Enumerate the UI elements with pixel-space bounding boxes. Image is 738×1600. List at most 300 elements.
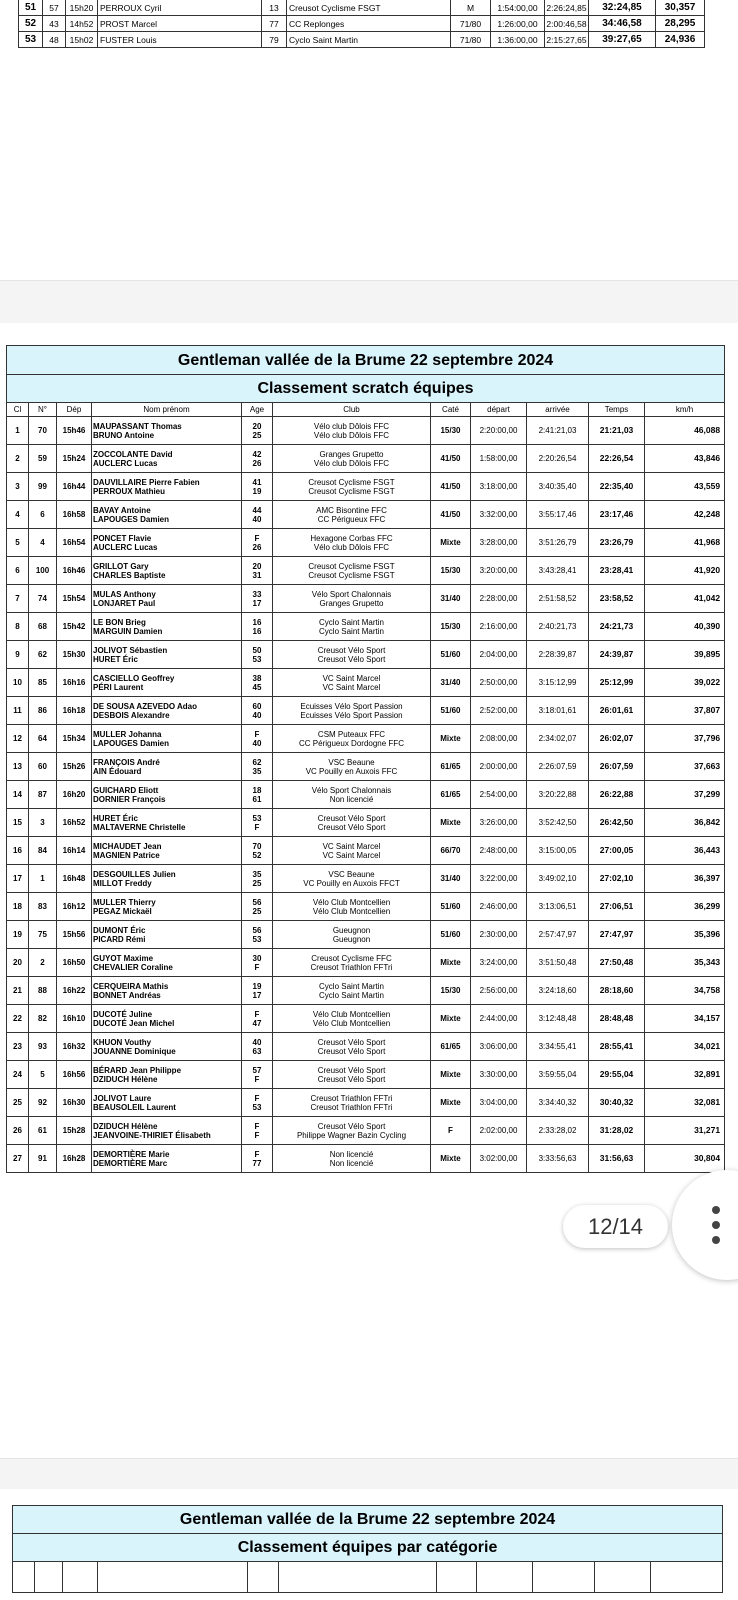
depart-cell: 3:24:00,00 xyxy=(471,949,527,977)
rider-age: F xyxy=(254,962,260,972)
arrivee-cell: 2:00:46,58 xyxy=(545,16,589,32)
rider-age: F xyxy=(254,1121,260,1131)
rider-name: LE BON Brieg xyxy=(93,617,146,627)
start-slot-cell: 16h56 xyxy=(57,1061,92,1089)
rider-name: BONNET Andréas xyxy=(93,990,161,1000)
category-cell: 61/65 xyxy=(431,1033,471,1061)
start-slot-cell: 16h32 xyxy=(57,1033,92,1061)
depart-cell: 2:28:00,00 xyxy=(471,585,527,613)
page-indicator[interactable]: 12/14 xyxy=(563,1205,668,1248)
start-slot-cell: 16h52 xyxy=(57,809,92,837)
rank-cell: 9 xyxy=(7,641,29,669)
arrivee-cell: 3:34:40,32 xyxy=(527,1089,589,1117)
clubs-cell xyxy=(273,529,431,557)
depart-cell: 3:18:00,00 xyxy=(471,473,527,501)
speed-cell: 30,357 xyxy=(656,0,705,16)
rider-club: Creusot Triathlon FFTri xyxy=(310,1102,393,1112)
rider-age: F xyxy=(254,729,260,739)
rider-name: AUCLERC Lucas xyxy=(93,458,158,468)
speed-cell: 40,390 xyxy=(645,613,725,641)
rider-name: DUCOTÉ Jean Michel xyxy=(93,1018,175,1028)
clubs-cell xyxy=(273,893,431,921)
arrivee-cell: 2:15:27,65 xyxy=(545,32,589,48)
depart-cell: 3:32:00,00 xyxy=(471,501,527,529)
rider-club: Non licencié xyxy=(329,1149,374,1159)
bib-cell: 86 xyxy=(29,697,57,725)
speed-cell: 46,088 xyxy=(645,417,725,445)
time-cell: 34:46,58 xyxy=(589,16,656,32)
ages-cell xyxy=(242,1033,273,1061)
category-cell: Mixte xyxy=(431,529,471,557)
start-slot-cell: 16h16 xyxy=(57,669,92,697)
start-slot-cell: 15h26 xyxy=(57,753,92,781)
rider-club: Vélo club Dôlois FFC xyxy=(313,421,390,431)
time-cell: 24:39,87 xyxy=(589,641,645,669)
arrivee-cell: 3:13:06,51 xyxy=(527,893,589,921)
rider-age: F xyxy=(254,1093,260,1103)
names-cell xyxy=(92,445,242,473)
rider-name: BÉRARD Jean Philippe xyxy=(93,1065,182,1075)
time-cell: 26:02,07 xyxy=(589,725,645,753)
speed-cell: 39,895 xyxy=(645,641,725,669)
ages-cell xyxy=(242,445,273,473)
depart-cell: 1:58:00,00 xyxy=(471,445,527,473)
rider-club: Vélo Club Montcellien xyxy=(312,897,391,907)
rider-club: Creusot Vélo Sport xyxy=(317,1121,386,1131)
table-row xyxy=(7,1089,725,1117)
rider-name: DESGOUILLES Julien xyxy=(93,869,176,879)
category-cell: 41/50 xyxy=(431,445,471,473)
bib-cell: 5 xyxy=(29,1061,57,1089)
rider-name: JEANVOINE-THIRIET Élisabeth xyxy=(93,1130,211,1140)
rank-cell: 8 xyxy=(7,613,29,641)
rider-club: Vélo Club Montcellien xyxy=(312,1018,391,1028)
rider-club: Granges Grupetto xyxy=(319,598,384,608)
rider-name: DEMORTIÈRE Marc xyxy=(93,1158,168,1168)
rank-cell: 51 xyxy=(19,0,43,16)
clubs-cell xyxy=(273,613,431,641)
category-cell: 15/30 xyxy=(431,417,471,445)
rider-age: 53 xyxy=(252,813,262,823)
time-cell: 26:42,50 xyxy=(589,809,645,837)
start-slot-cell: 16h58 xyxy=(57,501,92,529)
speed-cell: 43,846 xyxy=(645,445,725,473)
column-header: arrivée xyxy=(527,403,589,417)
rider-club: VSC Beaune xyxy=(328,869,375,879)
ages-cell xyxy=(242,753,273,781)
category-results-table xyxy=(12,1505,723,1593)
rider-name: GRILLOT Gary xyxy=(93,561,149,571)
time-cell: 22:35,40 xyxy=(589,473,645,501)
rider-name: MULAS Anthony xyxy=(93,589,156,599)
table-row xyxy=(7,781,725,809)
time-cell: 26:07,59 xyxy=(589,753,645,781)
category-cell: Mixte xyxy=(431,1145,471,1173)
bib-cell: 83 xyxy=(29,893,57,921)
bib-cell: 93 xyxy=(29,1033,57,1061)
rider-age: 44 xyxy=(252,505,262,515)
rider-club: Vélo Club Montcellien xyxy=(312,1009,391,1019)
rank-cell: 22 xyxy=(7,1005,29,1033)
names-cell xyxy=(92,781,242,809)
rider-age: 40 xyxy=(252,738,262,748)
rider-club: Vélo club Dôlois FFC xyxy=(313,458,390,468)
rider-club: CSM Puteaux FFC xyxy=(317,729,386,739)
rider-name: DZIDUCH Hélène xyxy=(93,1074,158,1084)
time-cell: 23:28,41 xyxy=(589,557,645,585)
arrivee-cell: 3:12:48,48 xyxy=(527,1005,589,1033)
rank-cell: 17 xyxy=(7,865,29,893)
names-cell xyxy=(92,1061,242,1089)
rider-club: Creusot Vélo Sport xyxy=(317,645,386,655)
rider-name: BAVAY Antoine xyxy=(93,505,151,515)
rider-age: 56 xyxy=(252,897,262,907)
rider-club: Granges Grupetto xyxy=(319,449,384,459)
speed-cell: 24,936 xyxy=(656,32,705,48)
clubs-cell xyxy=(273,697,431,725)
clubs-cell xyxy=(273,865,431,893)
category-cell: 51/60 xyxy=(431,641,471,669)
table-row xyxy=(7,865,725,893)
names-cell xyxy=(92,1145,242,1173)
rider-name: MAUPASSANT Thomas xyxy=(93,421,182,431)
arrivee-cell: 3:51:26,79 xyxy=(527,529,589,557)
speed-cell: 28,295 xyxy=(656,16,705,32)
rank-cell: 23 xyxy=(7,1033,29,1061)
bib-cell: 2 xyxy=(29,949,57,977)
table-row xyxy=(7,1061,725,1089)
rider-age: 25 xyxy=(252,906,262,916)
category-cell: 61/65 xyxy=(431,781,471,809)
rider-club: Creusot Cyclisme FFC xyxy=(311,953,392,963)
bib-cell: 70 xyxy=(29,417,57,445)
table-row xyxy=(7,949,725,977)
rank-cell: 21 xyxy=(7,977,29,1005)
rider-name: DZIDUCH Hélène xyxy=(93,1121,158,1131)
rider-club: Creusot Cyclisme FSGT xyxy=(308,486,395,496)
rider-club: Creusot Cyclisme FSGT xyxy=(308,477,395,487)
speed-cell: 39,022 xyxy=(645,669,725,697)
time-cell: 21:21,03 xyxy=(589,417,645,445)
rider-club: Cyclo Saint Martin xyxy=(319,626,384,636)
speed-cell: 37,299 xyxy=(645,781,725,809)
rider-club: Creusot Vélo Sport xyxy=(317,1074,386,1084)
start-slot-cell: 15h30 xyxy=(57,641,92,669)
rider-age: 20 xyxy=(252,561,262,571)
category-cell: 51/60 xyxy=(431,893,471,921)
rank-cell: 26 xyxy=(7,1117,29,1145)
names-cell xyxy=(92,837,242,865)
arrivee-cell: 3:33:56,63 xyxy=(527,1145,589,1173)
category-cell: 15/30 xyxy=(431,977,471,1005)
table-subtitle: Classement scratch équipes xyxy=(7,375,725,403)
table-row xyxy=(7,809,725,837)
bib-cell: 3 xyxy=(29,809,57,837)
time-cell: 24:21,73 xyxy=(589,613,645,641)
names-cell xyxy=(92,921,242,949)
rider-club: Philippe Wagner Bazin Cycling xyxy=(296,1130,407,1140)
column-header: départ xyxy=(471,403,527,417)
rider-name: MILLOT Freddy xyxy=(93,878,152,888)
clubs-cell xyxy=(273,809,431,837)
rider-age: 57 xyxy=(252,1065,262,1075)
table-row xyxy=(19,32,705,48)
ages-cell xyxy=(242,473,273,501)
rider-age: F xyxy=(254,1130,260,1140)
table-row xyxy=(7,1145,725,1173)
rider-club: Ecuisses Vélo Sport Passion xyxy=(300,710,403,720)
names-cell xyxy=(92,529,242,557)
ages-cell xyxy=(242,641,273,669)
speed-cell: 37,807 xyxy=(645,697,725,725)
page-separator xyxy=(0,1458,738,1490)
start-slot-cell: 15h54 xyxy=(57,585,92,613)
clubs-cell xyxy=(273,557,431,585)
category-cell: 71/80 xyxy=(451,16,491,32)
ages-cell xyxy=(242,893,273,921)
rider-name: PÉRI Laurent xyxy=(93,682,144,692)
depart-cell: 2:02:00,00 xyxy=(471,1117,527,1145)
depart-cell: 2:44:00,00 xyxy=(471,1005,527,1033)
bib-cell: 74 xyxy=(29,585,57,613)
club-cell: Creusot Cyclisme FSGT xyxy=(287,0,451,16)
speed-cell: 35,396 xyxy=(645,921,725,949)
rider-name: JOUANNE Dominique xyxy=(93,1046,176,1056)
rank-cell: 2 xyxy=(7,445,29,473)
rider-club: VC Pouilly en Auxois FFC xyxy=(305,766,398,776)
rank-cell: 20 xyxy=(7,949,29,977)
speed-cell: 41,920 xyxy=(645,557,725,585)
column-header: Club xyxy=(273,403,431,417)
category-cell: Mixte xyxy=(431,809,471,837)
arrivee-cell: 3:24:18,60 xyxy=(527,977,589,1005)
names-cell xyxy=(92,949,242,977)
depart-cell: 2:30:00,00 xyxy=(471,921,527,949)
speed-cell: 41,968 xyxy=(645,529,725,557)
ages-cell xyxy=(242,697,273,725)
rider-club: Non licencié xyxy=(329,794,374,804)
start-slot-cell: 15h42 xyxy=(57,613,92,641)
start-slot-cell: 15h24 xyxy=(57,445,92,473)
age-cell: 77 xyxy=(262,16,287,32)
rider-age: F xyxy=(254,1009,260,1019)
arrivee-cell: 2:41:21,03 xyxy=(527,417,589,445)
rider-age: 47 xyxy=(252,1018,262,1028)
bib-cell: 62 xyxy=(29,641,57,669)
depart-cell: 1:26:00,00 xyxy=(491,16,545,32)
arrivee-cell: 3:59:55,04 xyxy=(527,1061,589,1089)
time-cell: 26:22,88 xyxy=(589,781,645,809)
table-row xyxy=(19,16,705,32)
start-slot-cell: 16h14 xyxy=(57,837,92,865)
rider-club: Hexagone Corbas FFC xyxy=(310,533,393,543)
table-row xyxy=(7,445,725,473)
category-cell: 71/80 xyxy=(451,32,491,48)
rider-name: PERROUX Mathieu xyxy=(93,486,166,496)
speed-cell: 36,397 xyxy=(645,865,725,893)
bib-cell: 85 xyxy=(29,669,57,697)
arrivee-cell: 2:26:24,85 xyxy=(545,0,589,16)
time-cell: 28:48,48 xyxy=(589,1005,645,1033)
rider-club: Creusot Vélo Sport xyxy=(317,654,386,664)
category-cell: M xyxy=(451,0,491,16)
rider-name: CERQUEIRA Mathis xyxy=(93,981,169,991)
time-cell: 28:18,60 xyxy=(589,977,645,1005)
depart-cell: 1:54:00,00 xyxy=(491,0,545,16)
bib-cell: 6 xyxy=(29,501,57,529)
depart-cell: 2:20:00,00 xyxy=(471,417,527,445)
names-cell xyxy=(92,1089,242,1117)
speed-cell: 35,343 xyxy=(645,949,725,977)
category-cell: 61/65 xyxy=(431,753,471,781)
header-row xyxy=(7,403,725,417)
rider-name: MULLER Thierry xyxy=(93,897,156,907)
rider-name: LAPOUGES Damien xyxy=(93,738,170,748)
ages-cell xyxy=(242,837,273,865)
arrivee-cell: 3:34:55,41 xyxy=(527,1033,589,1061)
category-cell: 31/40 xyxy=(431,585,471,613)
bib-cell: 82 xyxy=(29,1005,57,1033)
category-cell: 15/30 xyxy=(431,557,471,585)
rank-cell: 12 xyxy=(7,725,29,753)
depart-cell: 2:00:00,00 xyxy=(471,753,527,781)
rider-age: F xyxy=(254,822,260,832)
rider-name: AUCLERC Lucas xyxy=(93,542,158,552)
clubs-cell xyxy=(273,725,431,753)
table-row xyxy=(7,1005,725,1033)
clubs-cell xyxy=(273,837,431,865)
bib-cell: 99 xyxy=(29,473,57,501)
clubs-cell xyxy=(273,1061,431,1089)
category-cell: 15/30 xyxy=(431,613,471,641)
rider-age: 25 xyxy=(252,878,262,888)
rank-cell: 27 xyxy=(7,1145,29,1173)
speed-cell: 36,443 xyxy=(645,837,725,865)
ages-cell xyxy=(242,921,273,949)
age-cell: 13 xyxy=(262,0,287,16)
rider-club: Creusot Triathlon FFTri xyxy=(310,1093,393,1103)
rider-age: 26 xyxy=(252,458,262,468)
name-cell: PERROUX Cyril xyxy=(98,0,262,16)
rider-name: PICARD Rémi xyxy=(93,934,146,944)
rank-cell: 19 xyxy=(7,921,29,949)
table-row xyxy=(7,837,725,865)
bib-cell: 87 xyxy=(29,781,57,809)
rider-club: Cyclo Saint Martin xyxy=(319,617,384,627)
arrivee-cell: 3:51:50,48 xyxy=(527,949,589,977)
time-cell: 27:02,10 xyxy=(589,865,645,893)
bib-cell: 64 xyxy=(29,725,57,753)
rider-club: Creusot Triathlon FFTri xyxy=(310,962,393,972)
rider-name: LAPOUGES Damien xyxy=(93,514,170,524)
start-slot-cell: 16h48 xyxy=(57,865,92,893)
column-header: Age xyxy=(242,403,273,417)
rider-age: 45 xyxy=(252,682,262,692)
table-row xyxy=(7,921,725,949)
table-row xyxy=(7,669,725,697)
rider-club: Creusot Cyclisme FSGT xyxy=(308,570,395,580)
arrivee-cell: 2:40:21,73 xyxy=(527,613,589,641)
ages-cell xyxy=(242,417,273,445)
rank-cell: 16 xyxy=(7,837,29,865)
column-header: Dép xyxy=(57,403,92,417)
speed-cell: 30,804 xyxy=(645,1145,725,1173)
names-cell xyxy=(92,753,242,781)
page-separator xyxy=(0,280,738,324)
rider-age: 62 xyxy=(252,757,262,767)
table-row xyxy=(7,1117,725,1145)
rider-club: Creusot Vélo Sport xyxy=(317,1046,386,1056)
category-cell: Mixte xyxy=(431,1061,471,1089)
table-row xyxy=(7,753,725,781)
rider-club: CC Périgueux FFC xyxy=(317,514,386,524)
arrivee-cell: 2:33:28,02 xyxy=(527,1117,589,1145)
rider-age: 52 xyxy=(252,850,262,860)
clubs-cell xyxy=(273,949,431,977)
name-cell: FUSTER Louis xyxy=(98,32,262,48)
table-row xyxy=(7,585,725,613)
rank-cell: 52 xyxy=(19,16,43,32)
rider-age: 40 xyxy=(252,710,262,720)
table-title: Gentleman vallée de la Brume 22 septembre 2024 xyxy=(13,1506,723,1534)
time-cell: 23:26,79 xyxy=(589,529,645,557)
category-cell: Mixte xyxy=(431,1005,471,1033)
rider-name: PEGAZ Mickaël xyxy=(93,906,152,916)
time-cell: 25:12,99 xyxy=(589,669,645,697)
rider-club: VSC Beaune xyxy=(328,757,375,767)
start-slot-cell: 16h18 xyxy=(57,697,92,725)
depart-cell: 3:28:00,00 xyxy=(471,529,527,557)
bib-cell: 88 xyxy=(29,977,57,1005)
rider-age: 35 xyxy=(252,766,262,776)
arrivee-cell: 2:51:58,52 xyxy=(527,585,589,613)
clubs-cell xyxy=(273,1117,431,1145)
arrivee-cell: 3:18:01,61 xyxy=(527,697,589,725)
category-cell: 41/50 xyxy=(431,473,471,501)
rider-club: Creusot Vélo Sport xyxy=(317,1065,386,1075)
start-slot-cell: 16h50 xyxy=(57,949,92,977)
clubs-cell xyxy=(273,641,431,669)
names-cell xyxy=(92,1117,242,1145)
rider-club: VC Saint Marcel xyxy=(322,850,381,860)
start-slot-cell: 16h54 xyxy=(57,529,92,557)
rank-cell: 7 xyxy=(7,585,29,613)
time-cell: 39:27,65 xyxy=(589,32,656,48)
bib-cell: 60 xyxy=(29,753,57,781)
rider-age: 19 xyxy=(252,981,262,991)
ages-cell xyxy=(242,809,273,837)
rider-age: 40 xyxy=(252,1037,262,1047)
time-cell: 23:17,46 xyxy=(589,501,645,529)
clubs-cell xyxy=(273,1005,431,1033)
names-cell xyxy=(92,669,242,697)
names-cell xyxy=(92,557,242,585)
rider-club: AMC Bisontine FFC xyxy=(316,505,387,515)
rider-name: DE SOUSA AZEVEDO Adao xyxy=(93,701,198,711)
time-cell: 28:55,41 xyxy=(589,1033,645,1061)
category-cell: 66/70 xyxy=(431,837,471,865)
start-slot-cell: 14h52 xyxy=(66,16,98,32)
depart-cell: 3:30:00,00 xyxy=(471,1061,527,1089)
table-row xyxy=(7,501,725,529)
arrivee-cell: 2:34:02,07 xyxy=(527,725,589,753)
ages-cell xyxy=(242,977,273,1005)
speed-cell: 31,271 xyxy=(645,1117,725,1145)
category-cell: 51/60 xyxy=(431,697,471,725)
bib-cell: 48 xyxy=(43,32,66,48)
ages-cell xyxy=(242,781,273,809)
names-cell xyxy=(92,977,242,1005)
